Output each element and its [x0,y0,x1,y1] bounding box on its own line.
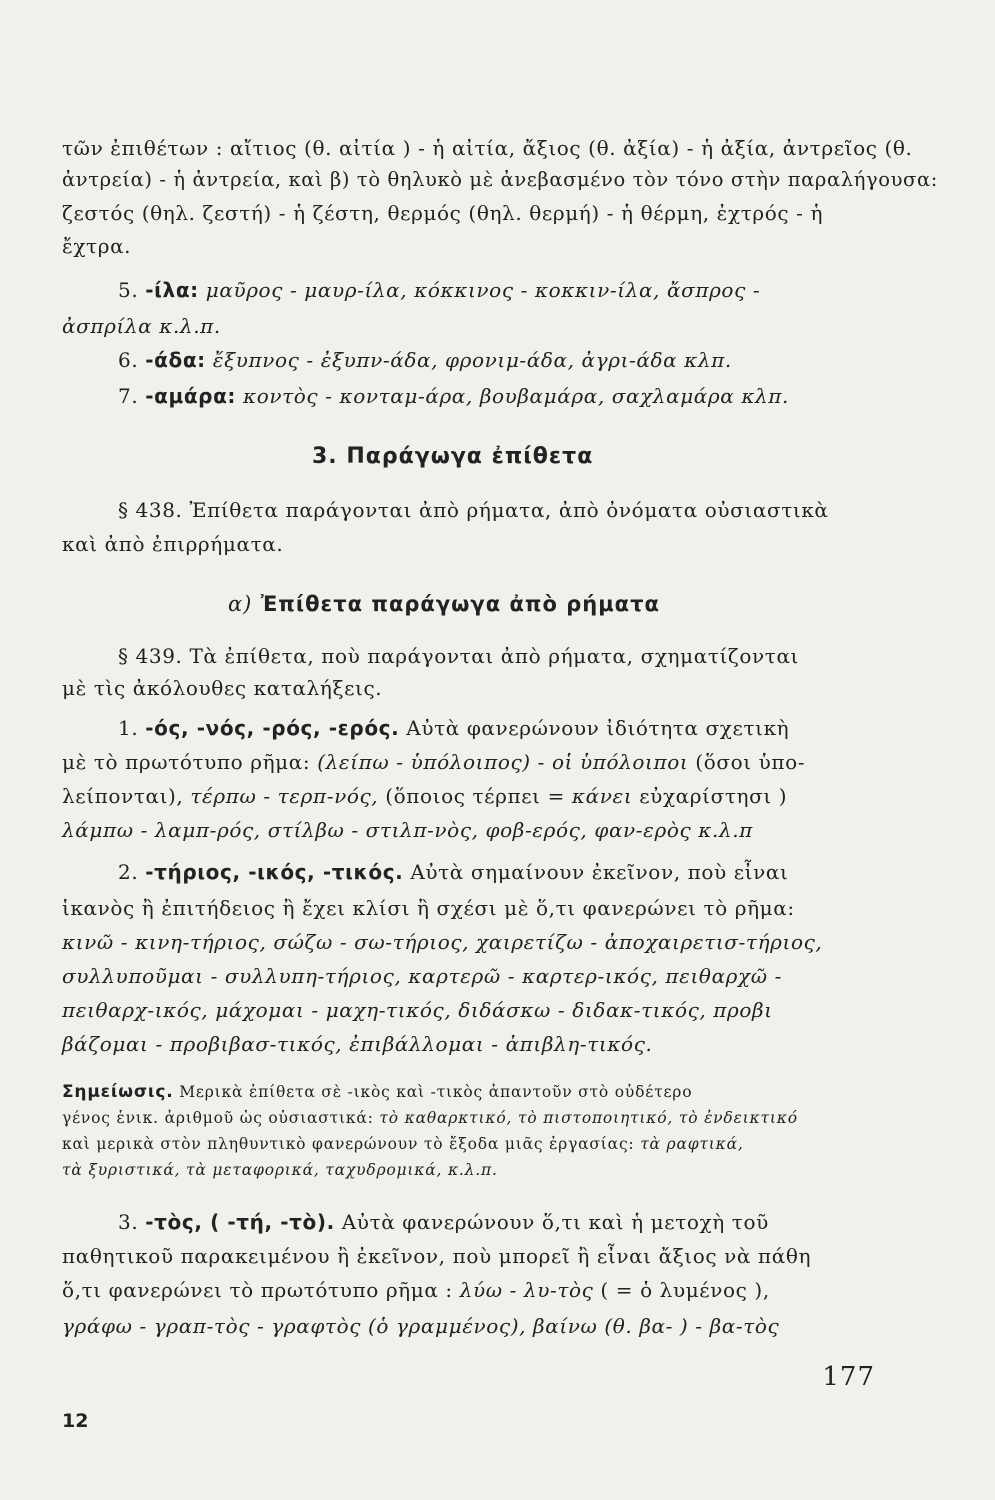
point-3-line-1 [118,1208,769,1236]
note-l3b: τὰ ραφτικά, [640,1135,744,1153]
item-5-text: μαῦρος - μαυρ-ίλα, κόκκινος - κοκκιν-ίλα, ἄσπρος - [205,278,761,302]
note-line-3 [62,1132,744,1156]
point-2-line-5: πειθαρχ-ικός, μάχομαι - μαχη-τικός, διδάσκω - διδακ-τικός, προβι [62,998,773,1022]
point-1-l2d: οἱ ὑπόλοιποι [551,750,689,774]
note-label: Σημείωσις. [62,1082,174,1102]
subsection-a-label: α) [228,592,253,616]
note-line-2 [62,1106,798,1130]
item-7-suffix: -αμάρα: [145,384,237,408]
item-6-text: ἔξυπνος - ἐξυπν-άδα, φρονιμ-άδα, ἀγρι-άδα κλπ. [212,348,732,372]
point-1-number: 1. [118,716,139,740]
point-2-line-3: κινῶ - κινη-τήριος, σώζω - σω-τήριος, χαιρετίζω - ἀποχαιρετισ-τήριος, [62,930,823,954]
point-3-l3b: λύω - λυ-τὸς [459,1278,594,1302]
point-1-l3d: κάνει [571,784,633,808]
point-2-line-1 [118,858,788,886]
point-2-number: 2. [118,860,139,884]
signature-mark: 12 [62,1410,89,1432]
item-5-continuation: ἀσπρίλα κ.λ.π. [62,314,221,338]
par-438-line-1: § 438. Ἐπίθετα παράγονται ἀπὸ ρήματα, ἀπὸ ὀνόματα οὐσιαστικὰ [118,498,829,522]
point-1-suffixes: -ός, -νός, -ρός, -ερός. [145,716,400,740]
subsection-a-heading [228,592,660,616]
point-1-l3a: λείπονται), [62,784,191,808]
point-1-l2a: μὲ τὸ πρωτότυπο ρῆμα: [62,750,318,774]
par-439-line-2: μὲ τὶς ἀκόλουθες καταλήξεις. [62,676,383,700]
note-line-4: τὰ ξυριστικά, τὰ μεταφορικά, ταχυδρομικά, κ.λ.π. [62,1161,498,1179]
item-6-number: 6. [118,348,139,372]
point-1-text: Αὐτὰ φανερώνουν ἰδιότητα σχετικὴ [406,716,790,740]
subsection-a-title: Ἐπίθετα παράγωγα ἀπὸ ρήματα [260,592,660,616]
point-2-line-6: βάζομαι - προβιβασ-τικός, ἐπιβάλλομαι - ἀπιβλη-τικός. [62,1032,653,1056]
intro-line-4: ἔχτρα. [62,234,132,258]
item-7 [118,382,789,410]
note-line-1 [62,1080,692,1104]
item-6-suffix: -άδα: [145,348,206,372]
item-6 [118,346,732,374]
intro-line-2: ἀντρεία) - ἡ ἀντρεία, καὶ β) τὸ θηλυκὸ μὲ ἀνεβασμένο τὸν τόνο στὴν παραλήγουσα: [62,168,938,191]
point-3-line-4: γράφω - γραπ-τὸς - γραφτὸς (ὁ γραμμένος), βαίνω (θ. βα- ) - βα-τὸς [62,1314,780,1338]
note-text-1: Μερικὰ ἐπίθετα σὲ -ικὸς καὶ -τικὸς ἀπαντοῦν στὸ οὐδέτερο [173,1083,693,1101]
point-3-number: 3. [118,1210,139,1234]
point-2-suffixes: -τήριος, -ικός, -τικός. [145,860,404,884]
point-1-line-1 [118,714,789,742]
point-3-suffixes: -τὸς, ( -τή, -τὸ). [145,1210,335,1234]
note-l2a: γένος ἑνικ. ἀριθμοῦ ὡς οὐσιαστικά: [62,1109,380,1127]
point-3-line-2: παθητικοῦ παρακειμένου ἢ ἐκεῖνον, ποὺ μπορεῖ ἢ εἶναι ἄξιος νὰ πάθη [62,1244,812,1268]
item-7-text: κοντὸς - κονταμ-άρα, βουβαμάρα, σαχλαμάρα κλπ. [243,384,790,408]
section-3-heading: 3. Παράγωγα ἐπίθετα [312,444,594,469]
point-1-line-2 [62,748,805,776]
intro-line-1: τῶν ἐπιθέτων : αἴτιος (θ. αἰτία ) - ἡ αἰτία, ἄξιος (θ. ἀξία) - ἡ ἀξία, ἀντρεῖος (θ. [62,136,913,160]
point-1-line-3 [62,782,787,810]
intro-line-3: ζεστός (θηλ. ζεστή) - ἡ ζέστη, θερμός (θηλ. θερμή) - ἡ θέρμη, ἐχτρός - ἡ [62,201,824,225]
item-5 [118,276,760,304]
point-1-l3e: εὐχαρίστησι ) [632,784,788,808]
note-l3a: καὶ μερικὰ στὸν πληθυντικὸ φανερώνουν τὸ ἔξοδα μιᾶς ἐργασίας: [62,1135,641,1153]
point-1-l2e: (ὅσοι ὑπο- [688,750,806,774]
point-1-l2c: - [530,750,552,774]
item-5-number: 5. [118,278,139,302]
point-2-text: Αὐτὰ σημαίνουν ἐκεῖνον, ποὺ εἶναι [410,860,789,884]
par-439-line-1: § 439. Τὰ ἐπίθετα, ποὺ παράγονται ἀπὸ ρήματα, σχηματίζονται [118,644,799,668]
par-438-line-2: καὶ ἀπὸ ἐπιρρήματα. [62,532,284,556]
point-3-l3c: ( = ὁ λυμένος ), [593,1278,770,1302]
point-2-line-2: ἱκανὸς ἢ ἐπιτήδειος ἢ ἔχει κλίσι ἢ σχέσι μὲ ὅ,τι φανερώνει τὸ ρῆμα: [62,896,795,920]
page-number: 177 [822,1362,875,1392]
point-1-l3c: (ὅποιος τέρπει = [378,784,572,808]
point-3-line-3 [62,1276,770,1304]
item-7-number: 7. [118,384,139,408]
point-1-l2b: (λείπω - ὑπόλοιπος) [317,750,531,774]
note-l2b: τὸ καθαρκτικό, τὸ πιστοποιητικό, τὸ ἐνδεικτικό [379,1109,798,1127]
point-3-text: Αὐτὰ φανερώνουν ὅ,τι καὶ ἡ μετοχὴ τοῦ [341,1210,769,1234]
item-5-suffix: -ίλα: [145,278,199,302]
point-1-l3b: τέρπω - τερπ-νός, [190,784,379,808]
point-3-l3a: ὅ,τι φανερώνει τὸ πρωτότυπο ρῆμα : [62,1278,460,1302]
point-2-line-4: συλλυποῦμαι - συλλυπη-τήριος, καρτερῶ - καρτερ-ικός, πειθαρχῶ - [62,964,782,988]
point-1-line-4: λάμπω - λαμπ-ρός, στίλβω - στιλπ-νὸς, φοβ-ερός, φαν-ερὸς κ.λ.π [62,818,753,842]
